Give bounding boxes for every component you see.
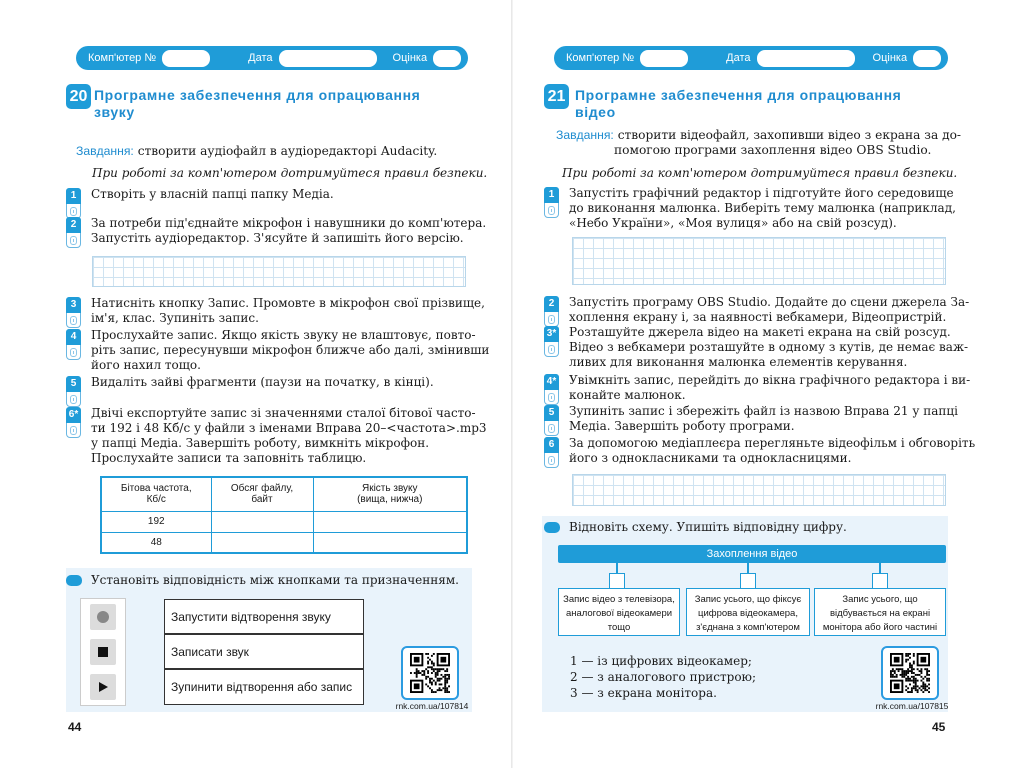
task-description bbox=[556, 128, 961, 158]
step-3: Натисніть кнопку Запис. Промовте в мікрофон свої прізвище, ім'я, клас. Зупиніть запис. bbox=[91, 296, 485, 325]
date-label: Дата bbox=[248, 52, 273, 64]
step-3: Розташуйте джерела відео на макеті екрана на свій розсуд. Відео з вебкамери розташуйте в одному з кутів, де немає важ- ливих для виконання малюнка елементів керування. bbox=[569, 325, 969, 369]
step-badge: 1 bbox=[544, 187, 559, 218]
scheme-box-screen: Запис усього, що відбувається на екрані монітора або його частині bbox=[814, 588, 946, 636]
step-badge: 3 bbox=[66, 297, 81, 328]
answer-grid[interactable] bbox=[572, 474, 946, 506]
computer-number-field[interactable] bbox=[162, 50, 210, 67]
scheme-legend-item: 2 — з аналогового пристрою; bbox=[570, 670, 757, 684]
step-2: За потреби під'єднайте мікрофон і навушники до комп'ютера. Запустіть аудіоредактор. З'ясуйте й запишіть його версію. bbox=[91, 216, 487, 245]
step-6: За допомогою медіаплеєра перегляньте відеофільм і обговоріть його з однокласниками та однокласницями. bbox=[569, 436, 976, 465]
table-cell: 192 bbox=[101, 511, 211, 532]
exercise-bullet bbox=[544, 522, 560, 533]
bitrate-table bbox=[100, 476, 468, 554]
computer-number-field[interactable] bbox=[640, 50, 688, 67]
computer-label: Комп'ютер № bbox=[566, 52, 635, 64]
qr-code-icon[interactable] bbox=[410, 653, 450, 693]
date-label: Дата bbox=[726, 52, 751, 64]
scheme-title: Захоплення відео bbox=[558, 545, 946, 563]
mouse-icon bbox=[70, 395, 77, 404]
table-cell[interactable] bbox=[211, 511, 313, 532]
grade-field[interactable] bbox=[913, 50, 941, 67]
date-field[interactable] bbox=[279, 50, 377, 67]
qr-url[interactable]: rnk.com.ua/107815 bbox=[875, 701, 949, 711]
scheme-connector bbox=[879, 563, 881, 573]
table-header: Бітова частота, Кб/с bbox=[101, 477, 211, 511]
qr-frame bbox=[881, 646, 939, 700]
mouse-icon bbox=[70, 207, 77, 216]
match-action[interactable]: Зупинити відтворення або запис bbox=[164, 669, 364, 705]
match-action[interactable]: Запустити відтворення звуку bbox=[164, 599, 364, 634]
task-label: Завдання: bbox=[76, 144, 134, 158]
lesson-title-line2: звуку bbox=[94, 104, 135, 120]
page-number: 45 bbox=[932, 720, 946, 734]
mouse-icon bbox=[548, 456, 555, 465]
table-header: Обсяг файлу, байт bbox=[211, 477, 313, 511]
mouse-icon bbox=[548, 315, 555, 324]
qr-frame bbox=[401, 646, 459, 700]
scheme-answer-box[interactable] bbox=[609, 573, 625, 589]
table-row bbox=[101, 532, 467, 553]
task-description bbox=[76, 144, 437, 159]
table-cell[interactable] bbox=[313, 532, 467, 553]
step-1: Запустіть графічний редактор і підготуйте його середовище до виконання малюнка. Виберіть тему малюнка (наприклад, «Небо України», «Моя вулиця» або на свій розсуд). bbox=[569, 186, 956, 230]
page-number: 44 bbox=[68, 720, 82, 734]
step-badge: 6 bbox=[544, 437, 559, 468]
task-text: створити аудіофайл в аудіоредакторі Audacity. bbox=[137, 144, 438, 158]
header-bar bbox=[554, 46, 948, 70]
computer-label: Комп'ютер № bbox=[88, 52, 157, 64]
step-5: Зупиніть запис і збережіть файл із назвою Вправа 21 у папці Медіа. Завершіть роботу програми. bbox=[569, 404, 958, 433]
lesson-number: 20 bbox=[66, 84, 91, 109]
step-4: Прослухайте запис. Якщо якість звуку не влаштовує, повто- ріть запис, пересунувши мікрофон ближче або далі, змінивши його нахил тощо. bbox=[91, 328, 490, 372]
lesson-title bbox=[575, 87, 955, 121]
table-cell[interactable] bbox=[211, 532, 313, 553]
mouse-icon bbox=[70, 348, 77, 357]
qr-card bbox=[875, 646, 949, 711]
grade-field[interactable] bbox=[433, 50, 461, 67]
step-6: Двічі експортуйте запис зі значеннями сталої бітової часто- ти 192 і 48 Кб/с у файли з іменами Вправа 20–<частота>.mp3 у папці Медіа. Завершіть роботу, вимкніть мікрофон. Прослухайте записи та заповніть таблицю. bbox=[91, 406, 487, 465]
scheme-legend-item: 3 — з екрана монітора. bbox=[570, 686, 717, 700]
step-badge: 5 bbox=[66, 376, 81, 407]
task-label: Завдання: bbox=[556, 128, 614, 142]
mouse-icon bbox=[548, 393, 555, 402]
task-text-line1: створити відеофайл, захопивши відео з екрана за до- bbox=[617, 128, 962, 142]
scheme-connector bbox=[616, 563, 618, 573]
step-1: Створіть у власній папці папку Медіа. bbox=[91, 187, 334, 201]
lesson-title-line2: відео bbox=[575, 104, 616, 120]
grade-label: Оцінка bbox=[872, 52, 908, 64]
match-prompt: Установіть відповідність між кнопками та призначенням. bbox=[91, 573, 459, 587]
scheme-answer-box[interactable] bbox=[740, 573, 756, 589]
scheme-box-digital: Запис усього, що фіксує цифрова відеокамера, з'єднана з комп'ютером bbox=[686, 588, 810, 636]
lesson-number: 21 bbox=[544, 84, 569, 109]
qr-card bbox=[395, 646, 469, 711]
mouse-icon bbox=[70, 316, 77, 325]
record-button-icon bbox=[90, 604, 116, 630]
exercise-bullet bbox=[66, 575, 82, 586]
scheme-connector bbox=[747, 563, 749, 573]
mouse-icon bbox=[548, 206, 555, 215]
lesson-title bbox=[94, 87, 474, 121]
date-field[interactable] bbox=[757, 50, 855, 67]
step-badge: 2 bbox=[66, 217, 81, 248]
safety-note: При роботі за комп'ютером дотримуйтеся правил безпеки. bbox=[562, 166, 958, 180]
step-4: Увімкніть запис, перейдіть до вікна графічного редактора і ви- конайте малюнок. bbox=[569, 373, 971, 402]
step-badge: 1 bbox=[66, 188, 81, 219]
table-cell: 48 bbox=[101, 532, 211, 553]
play-button-icon bbox=[90, 674, 116, 700]
mouse-icon bbox=[548, 345, 555, 354]
step-badge: 2 bbox=[544, 296, 559, 327]
scheme-box-analog: Запис відео з телевізора, аналогової відеокамери тощо bbox=[558, 588, 680, 636]
lesson-title-line1: Програмне забезпечення для опрацювання bbox=[94, 87, 421, 103]
stop-button-icon bbox=[90, 639, 116, 665]
scheme-answer-box[interactable] bbox=[872, 573, 888, 589]
step-5: Видаліть зайві фрагменти (паузи на початку, в кінці). bbox=[91, 375, 434, 389]
safety-note: При роботі за комп'ютером дотримуйтеся правил безпеки. bbox=[92, 166, 488, 180]
step-badge: 4 bbox=[66, 329, 81, 360]
table-header: Якість звуку (вища, нижча) bbox=[313, 477, 467, 511]
qr-url[interactable]: rnk.com.ua/107814 bbox=[395, 701, 469, 711]
answer-grid[interactable] bbox=[572, 237, 946, 285]
step-badge: 6* bbox=[66, 407, 81, 438]
match-action[interactable]: Записати звук bbox=[164, 634, 364, 669]
step-badge: 3* bbox=[544, 326, 559, 357]
step-badge: 5 bbox=[544, 405, 559, 436]
step-badge: 4* bbox=[544, 374, 559, 405]
scheme-prompt: Відновіть схему. Упишіть відповідну цифру. bbox=[569, 520, 847, 534]
lesson-title-line1: Програмне забезпечення для опрацювання bbox=[575, 87, 902, 103]
mouse-icon bbox=[70, 426, 77, 435]
qr-code-icon[interactable] bbox=[890, 653, 930, 693]
page-right bbox=[512, 0, 1024, 768]
mouse-icon bbox=[548, 424, 555, 433]
table-cell[interactable] bbox=[313, 511, 467, 532]
mouse-icon bbox=[70, 236, 77, 245]
task-text-line2: помогою програми захоплення відео OBS Studio. bbox=[614, 143, 932, 157]
grade-label: Оцінка bbox=[392, 52, 428, 64]
step-2: Запустіть програму OBS Studio. Додайте до сцени джерела За- хоплення екрану і, за наявності вебкамери, Відеопристрій. bbox=[569, 295, 970, 324]
header-bar bbox=[76, 46, 468, 70]
scheme-legend-item: 1 — із цифрових відеокамер; bbox=[570, 654, 752, 668]
answer-grid[interactable] bbox=[92, 256, 466, 287]
table-row bbox=[101, 511, 467, 532]
